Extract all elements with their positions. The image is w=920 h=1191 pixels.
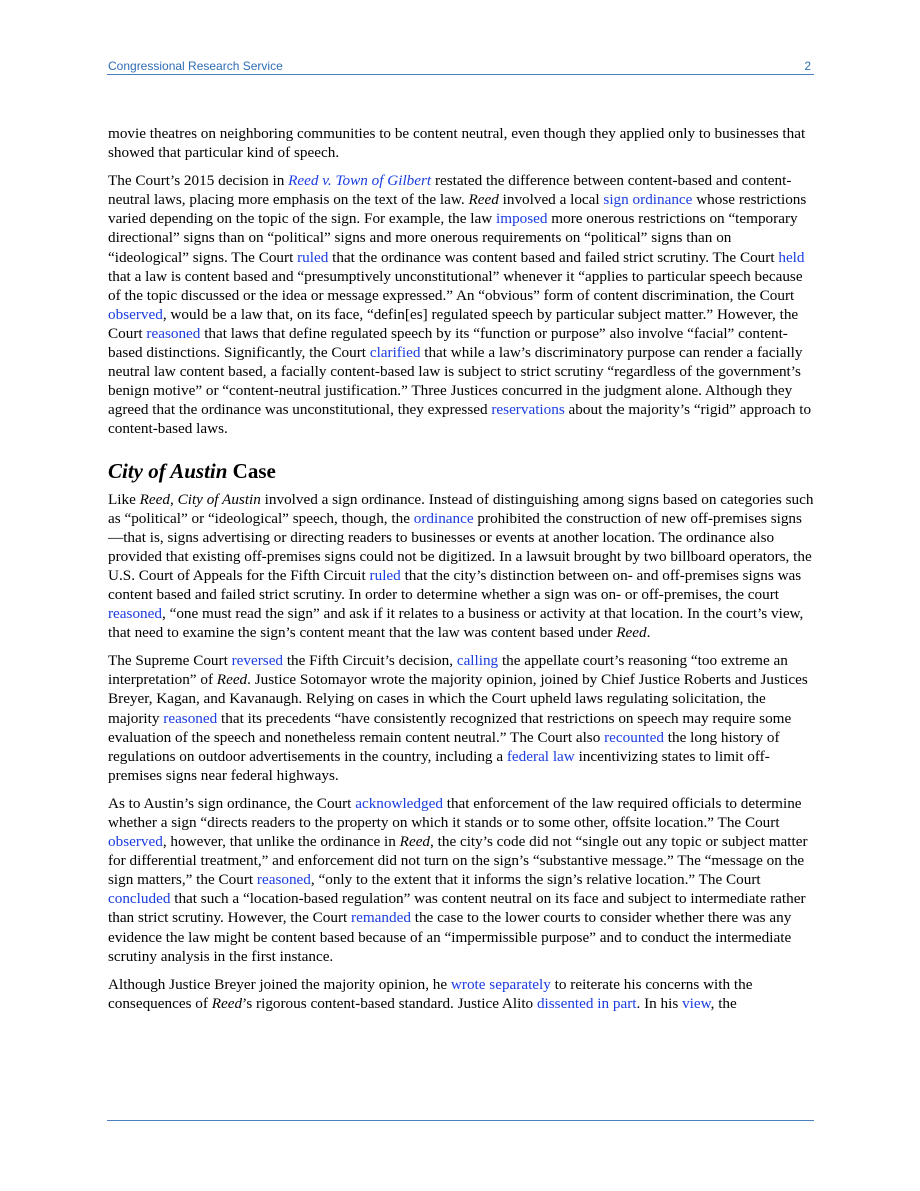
paragraph [108, 975, 814, 1013]
heading-case-name: City of Austin [108, 458, 228, 483]
paragraph [108, 171, 814, 438]
text: that enforcement of the law required officials to determine whether a sign “directs readers to the property on which it stands or to some other, offsite location.” The Court [108, 794, 802, 831]
text: restated the difference between content-based and content-neutral laws, placing more emphasis on the text of the law. [108, 172, 792, 209]
link-reasoned[interactable]: reasoned [256, 871, 311, 889]
text: . In his [636, 994, 683, 1012]
text: that such a “location-based regulation” was content neutral on its face and subject to intermediate rather than strict scrutiny. However, the Court [108, 890, 806, 927]
text: . [646, 624, 651, 642]
text: that a law is content based and “presumptively unconstitutional” whenever it “applies to particular speech because of the topic discussed or the idea or message expressed.” An “obvious” form of content discrimination, the Court [108, 267, 803, 304]
header-org: Congressional Research Service [108, 59, 283, 73]
heading-text: Case [227, 458, 276, 483]
page-number: 2 [804, 59, 811, 73]
link-ruled[interactable]: ruled [369, 566, 401, 584]
text: that its precedents “have consistently recognized that restrictions on speech may require some evaluation of the speech and nonetheless remain content neutral.” The Court also [108, 709, 792, 746]
case-name: Reed [616, 624, 647, 642]
link-calling[interactable]: calling [456, 652, 499, 670]
link-observed[interactable]: observed [108, 305, 163, 323]
text: The Court’s 2015 decision in [108, 172, 289, 190]
link-clarified[interactable]: clarified [369, 344, 421, 362]
case-name: Reed [399, 833, 431, 851]
page-header [107, 58, 814, 75]
link-view[interactable]: view [682, 994, 711, 1012]
text: movie theatres on neighboring communities to be content neutral, even though they applied only to businesses that showed that particular kind of speech. [108, 125, 806, 162]
text: prohibited the construction of new off-premises signs—that is, signs advertising or directing readers to businesses or events at another location. The ordinance also provided that existing off-premises signs could not be digitized. In a lawsuit brought by two billboard operators, the U.S. Court of Appeals for the Fifth Circuit [108, 509, 812, 584]
text: , the [710, 994, 737, 1012]
link-reasoned[interactable]: reasoned [108, 605, 162, 623]
text: that the ordinance was content based and failed strict scrutiny. The Court [328, 248, 779, 266]
text: , the city’s code did not “single out any topic or subject matter for differential treatment,” and enforcement did not turn on the sign’s “substantive message.” The “message on the sign matters,” the Court [108, 833, 808, 889]
text: involved a sign ordinance. Instead of distinguishing among signs based on categories such as “political” or “ideological” speech, though, the [108, 490, 814, 527]
case-name: Reed [468, 191, 499, 209]
text: incentivizing states to limit off-premises signs near federal highways. [108, 747, 770, 784]
text: Like [108, 490, 140, 508]
document-body [108, 124, 814, 1022]
text: that while a law’s discriminatory purpose can render a facially neutral law content based, a facially content-based law is subject to strict scrutiny “regardless of the government’s benign motive” or “content-neutral justification.” Three Justices concurred in the judgment alone. Although they agreed that the ordinance was unconstitutional, they expressed [108, 344, 803, 419]
text: the long history of regulations on outdoor advertisements in the country, including a [108, 728, 780, 765]
text: , “one must read the sign” and ask if it relates to a business or activity at that location. In the court’s view, that need to examine the sign’s content meant that the law was content based under [108, 605, 804, 642]
link-reservations[interactable]: reservations [491, 401, 565, 419]
text: , would be a law that, on its face, “defin[es] regulated speech by particular subject matter.” However, the Court [108, 305, 799, 342]
text: . Justice Sotomayor wrote the majority opinion, joined by Chief Justice Roberts and Justices Breyer, Kagan, and Kavanaugh. Relying on cases in which the Court upheld laws regulating solicitation, the majority [108, 671, 808, 727]
case-name: Reed [139, 490, 170, 508]
paragraph [108, 651, 814, 785]
section-heading [108, 459, 814, 483]
text: to reiterate his concerns with the consequences of [108, 975, 753, 1012]
link-dissented-in-part[interactable]: dissented in part [536, 994, 637, 1012]
text: the case to the lower courts to consider whether there was any evidence the law might be content based because of an “impermissible purpose” and to conduct the intermediate scrutiny analysis in the first instance. [108, 909, 792, 965]
link-federal-law[interactable]: federal law [506, 747, 575, 765]
text: The Supreme Court [108, 652, 232, 670]
text: the Fifth Circuit’s decision, [283, 652, 457, 670]
text: whose restrictions varied depending on the topic of the sign. For example, the law [108, 191, 807, 228]
link-observed[interactable]: observed [108, 833, 163, 851]
text: ’s rigorous content-based standard. Justice Alito [242, 994, 537, 1012]
paragraph [108, 124, 814, 162]
text: Although Justice Breyer joined the majority opinion, he [108, 975, 451, 993]
link-remanded[interactable]: remanded [351, 909, 411, 927]
case-name: Reed [211, 994, 243, 1012]
link-recounted[interactable]: recounted [604, 728, 664, 746]
link-ordinance[interactable]: ordinance [413, 509, 474, 527]
text: that laws that define regulated speech by its “function or purpose” also involve “facial” content-based distinctions. Significantly, the Court [108, 324, 788, 362]
case-name: Reed [216, 671, 248, 689]
paragraph [108, 490, 814, 643]
footer-rule [107, 1120, 814, 1121]
link-imposed[interactable]: imposed [496, 210, 548, 228]
text: , [170, 490, 178, 508]
link-reasoned[interactable]: reasoned [146, 324, 201, 342]
link-concluded[interactable]: concluded [108, 890, 171, 908]
text: about the majority’s “rigid” approach to content-based laws. [108, 401, 812, 438]
text: , however, that unlike the ordinance in [162, 833, 400, 851]
link-wrote-separately[interactable]: wrote separately [450, 975, 551, 993]
text: the appellate court’s reasoning “too extreme an interpretation” of [108, 652, 788, 689]
link-held[interactable]: held [778, 248, 805, 266]
text: more onerous restrictions on “temporary directional” signs than on “political” signs and more onerous requirements on “political” signs than on “ideological” signs. The Court [108, 210, 798, 266]
text: , “only to the extent that it informs the sign’s relative location.” The Court [310, 871, 761, 889]
link-reasoned[interactable]: reasoned [163, 709, 218, 727]
text: As to Austin’s sign ordinance, the Court [108, 794, 356, 812]
link-reed-case[interactable]: Reed v. Town of Gilbert [288, 172, 432, 190]
text: involved a local [498, 191, 604, 209]
text: that the city’s distinction between on- and off-premises signs was content based and failed strict scrutiny. In order to determine whether a sign was on- or off-premises, the court [108, 566, 802, 603]
link-acknowledged[interactable]: acknowledged [355, 794, 443, 812]
link-reversed[interactable]: reversed [231, 652, 284, 670]
case-name: City of Austin [177, 490, 261, 508]
link-sign-ordinance[interactable]: sign ordinance [603, 191, 693, 209]
paragraph [108, 794, 814, 966]
link-ruled[interactable]: ruled [297, 248, 329, 266]
